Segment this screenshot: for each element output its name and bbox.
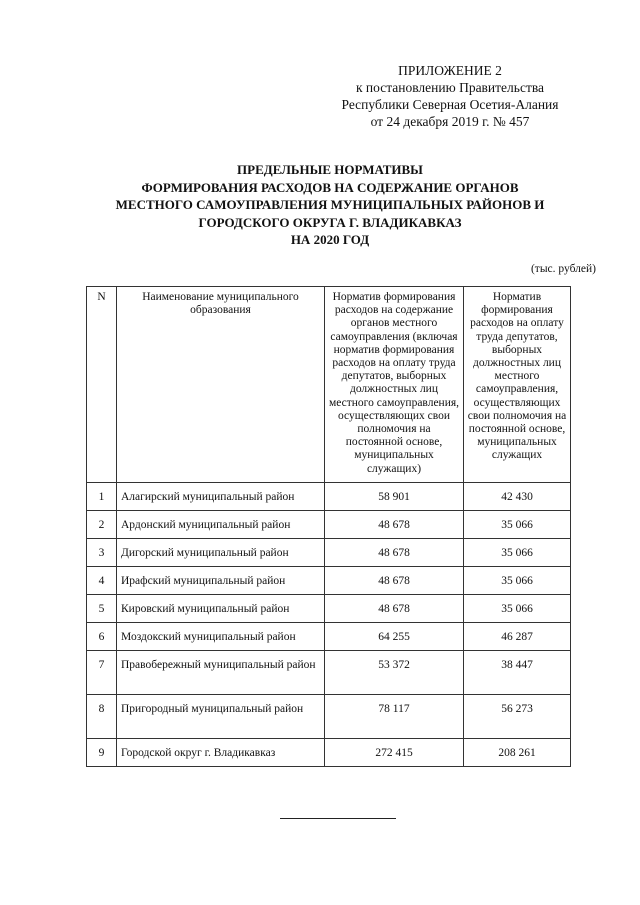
row-total-norm: 48 678	[325, 566, 464, 594]
row-num: 8	[87, 694, 117, 738]
row-total-norm: 48 678	[325, 510, 464, 538]
row-num: 1	[87, 482, 117, 510]
appendix-date-line: от 24 декабря 2019 г. № 457	[370, 114, 530, 129]
row-num: 3	[87, 538, 117, 566]
row-salary-norm: 38 447	[464, 650, 571, 694]
appendix-block	[300, 62, 600, 130]
table-row	[87, 622, 571, 650]
end-divider	[280, 818, 396, 819]
row-num: 4	[87, 566, 117, 594]
row-name: Правобережный муниципальный район	[117, 650, 325, 694]
row-name: Кировский муниципальный район	[117, 594, 325, 622]
title-line-5: НА 2020 ГОД	[290, 232, 370, 247]
row-name: Городской округ г. Владикавказ	[117, 738, 325, 766]
table-row	[87, 538, 571, 566]
header-name: Наименование муниципального образования	[117, 287, 325, 483]
table-row	[87, 738, 571, 766]
row-name: Алагирский муниципальный район	[117, 482, 325, 510]
appendix-government-line: Республики Северная Осетия-Алания	[341, 97, 559, 112]
appendix-title: ПРИЛОЖЕНИЕ 2	[398, 63, 502, 78]
table-row	[87, 510, 571, 538]
row-num: 5	[87, 594, 117, 622]
table-header-row	[87, 287, 571, 483]
row-salary-norm: 42 430	[464, 482, 571, 510]
row-total-norm: 64 255	[325, 622, 464, 650]
header-num: N	[87, 287, 117, 483]
row-name: Моздокский муниципальный район	[117, 622, 325, 650]
table-row	[87, 482, 571, 510]
row-salary-norm: 35 066	[464, 510, 571, 538]
table-row	[87, 566, 571, 594]
header-salary-norm: Норматив формирования расходов на оплату труда депутатов, выборных должностных лиц местного самоуправления, осуществляющих свои полномочия на постоянной основе, муниципальных служащих	[464, 287, 571, 483]
row-name: Ирафский муниципальный район	[117, 566, 325, 594]
row-num: 7	[87, 650, 117, 694]
row-salary-norm: 56 273	[464, 694, 571, 738]
row-name: Пригородный муниципальный район	[117, 694, 325, 738]
row-num: 2	[87, 510, 117, 538]
table-row	[87, 594, 571, 622]
row-total-norm: 58 901	[325, 482, 464, 510]
title-line-4: ГОРОДСКОГО ОКРУГА Г. ВЛАДИКАВКАЗ	[198, 214, 462, 230]
document-title	[60, 161, 600, 249]
units-label: (тыс. рублей)	[530, 263, 596, 275]
row-total-norm: 48 678	[325, 538, 464, 566]
table-row	[87, 650, 571, 694]
title-line-3: МЕСТНОГО САМОУПРАВЛЕНИЯ МУНИЦИПАЛЬНЫХ РАЙОНОВ И	[115, 197, 545, 212]
row-num: 6	[87, 622, 117, 650]
row-name: Ардонский муниципальный район	[117, 510, 325, 538]
row-total-norm: 48 678	[325, 594, 464, 622]
row-total-norm: 53 372	[325, 650, 464, 694]
row-salary-norm: 35 066	[464, 538, 571, 566]
norms-table	[86, 286, 571, 767]
title-line-1: ПРЕДЕЛЬНЫЕ НОРМАТИВЫ	[237, 162, 423, 177]
row-salary-norm: 35 066	[464, 566, 571, 594]
row-num: 9	[87, 738, 117, 766]
row-salary-norm: 208 261	[464, 738, 571, 766]
title-line-2: ФОРМИРОВАНИЯ РАСХОДОВ НА СОДЕРЖАНИЕ ОРГАНОВ	[141, 179, 519, 195]
header-total-norm: Норматив формирования расходов на содержание органов местного самоуправления (включая норматив формирования расходов на оплату труда депутатов, выборных должностных лиц местного самоуправления, осуществляющих свои полномочия на постоянной основе, муниципальных служащих)	[325, 287, 464, 483]
row-name: Дигорский муниципальный район	[117, 538, 325, 566]
row-salary-norm: 35 066	[464, 594, 571, 622]
appendix-resolution-line: к постановлению Правительства	[355, 80, 545, 95]
row-total-norm: 272 415	[325, 738, 464, 766]
row-salary-norm: 46 287	[464, 622, 571, 650]
row-total-norm: 78 117	[325, 694, 464, 738]
table-row	[87, 694, 571, 738]
